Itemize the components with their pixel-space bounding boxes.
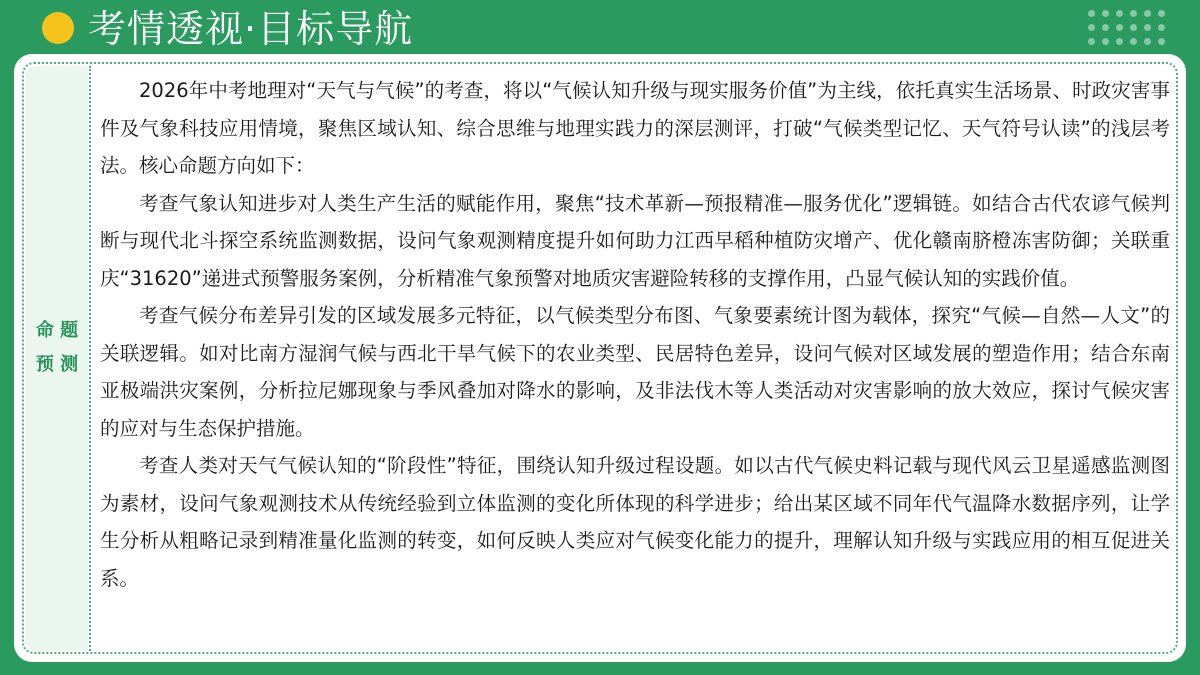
page-title: 考情透视·目标导航: [88, 7, 414, 51]
panel-divider: [89, 66, 91, 651]
paragraph-direction-1: 考查气象认知进步对人类生产生活的赋能作用，聚焦“技术革新—预报精准—服务优化”逻辑链。如结合古代农谚气候判断与现代北斗探空系统监测数据，设问气象观测精度提升如何助力江西早稻种植防灾增产、优化赣南脐橙冻害防御；关联重庆“31620”递进式预警服务案例，分析精准气象预警对地质灾害避险转移的支撑作用，凸显气候认知的实践价值。: [100, 191, 1170, 290]
decorative-dots-icon: [1085, 7, 1185, 51]
title-bullet-icon: [42, 12, 74, 44]
paragraph-direction-3: 考查人类对天气气候认知的“阶段性”特征，围绕认知升级过程设题。如以古代气候史料记载与现代风云卫星遥感监测图为素材，设问气象观测技术从传统经验到立体监测的变化所体现的科学进步；给出某区域不同年代气温降水数据序列，让学生分析从粗略记录到精准量化监测的转变，如何反映人类应对气候变化能力的提升，理解认知升级与实践应用的相互促进关系。: [100, 454, 1170, 590]
body-text: [100, 72, 1170, 597]
side-label: [28, 314, 86, 382]
paragraph-direction-2: 考查气候分布差异引发的区域发展多元特征，以气候类型分布图、气象要素统计图为载体，探究“气候—自然—人文”的关联逻辑。如对比南方湿润气候与西北干旱气候下的农业类型、民居特色差异，设问气候对区域发展的塑造作用；结合东南亚极端洪灾案例，分析拉尼娜现象与季风叠加对降水的影响，及非法伐木等人类活动对灾害影响的放大效应，探讨气候灾害的应对与生态保护措施。: [100, 304, 1170, 440]
side-label-line2: 预 测: [35, 354, 79, 375]
paragraph-intro: 2026年中考地理对“天气与气候”的考查，将以“气候认知升级与现实服务价值”为主线，依托真实生活场景、时政灾害事件及气象科技应用情境，聚焦区域认知、综合思维与地理实践力的深层测评，打破“气候类型记忆、天气符号认读”的浅层考法。核心命题方向如下：: [100, 79, 1170, 177]
content-card: [14, 54, 1186, 662]
side-label-line1: 命 题: [35, 320, 79, 341]
header: [0, 0, 1200, 60]
